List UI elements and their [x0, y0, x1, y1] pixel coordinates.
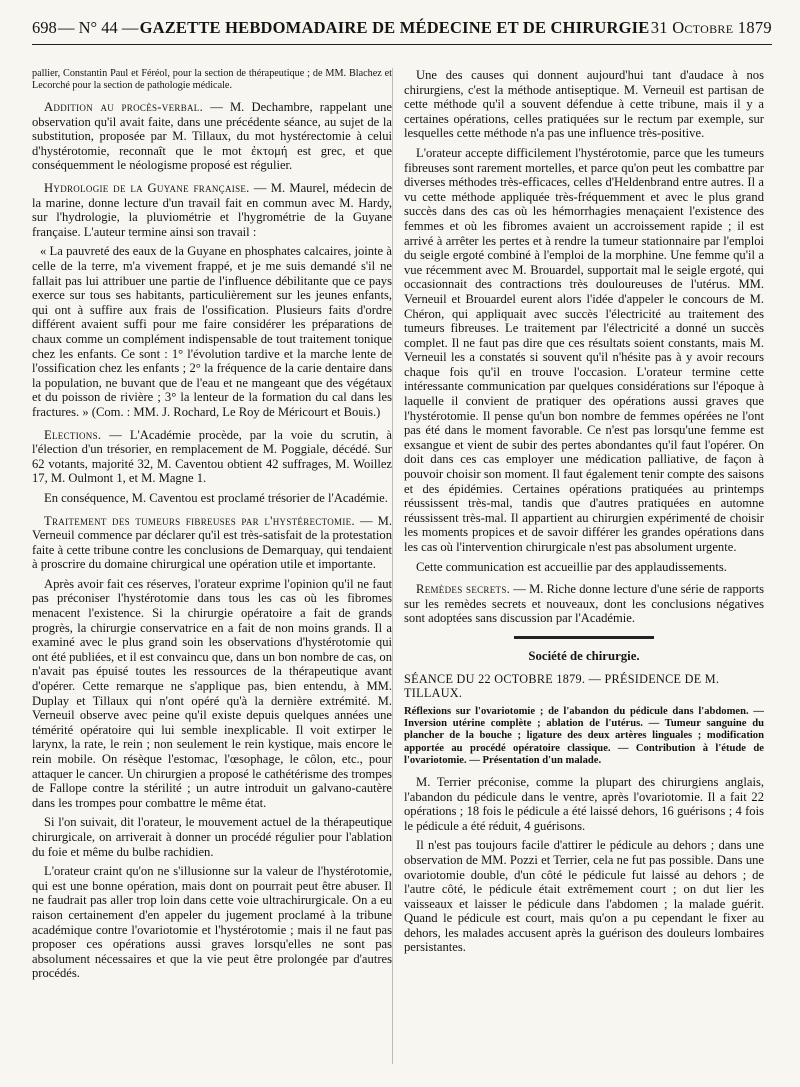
issue-number: — N° 44 — [57, 18, 139, 37]
hydrology-quote: « La pauvreté des eaux de la Guyane en phosphates calcaires, jointe à celle de la terre, m'a vivement frappé, et je me suis demandé s'il ne fallait pas lui attribuer une partie de l'influence débilitante que ce pays exerce sur tous ses habitants, particulièrement sur les jeunes enfants, qui ont à suffire aux frais de l'ossification. Plusieurs faits d'ordre différent avaient suffi pour me faire considérer les préparations de chaux comme un complément indispensable de tout traitement tonique chez les enfants. Ce sont : 1° l'évolution tardive et la marche lente de l'ossification chez les enfants ; 2° la fréquence de la carie dentaire dans la population, ne buvant que de l'eau et ne mangeant que des végétaux et du poisson de rivière ; 3° la lenteur de la formation du cal dans les fractures. » (Com. : MM. J. Rochard, Le Roy de Méricourt et Bouis.) [32, 244, 392, 419]
addition-paragraph [32, 100, 392, 173]
addition-text: — M. Dechambre, rappelant une observation qu'il avait faite, dans une précédente séance, au sujet de la substitution, proposée par M. Tillaux, du mot hystérectomie à celui d'hystérotomie, reconnaît que le mot ἐκτομή est grec, et que conséquemment le néologisme proposé est régulier. [32, 100, 392, 173]
intro-paragraph: pallier, Constantin Paul et Féréol, pour la section de thérapeutique ; de MM. Blachez et Lecorché pour la section de pathologie médicale. [32, 68, 392, 92]
terrier-paragraph-2: Il n'est pas toujours facile d'attirer le pédicule au dehors ; dans une observation de MM. Pozzi et Terrier, cela ne fut pas possible. Dans une ovariotomie double, d'un côté le pédicule fut laissé au dehors ; de l'autre côté, le pédicule était extrêmement court ; on dut lier les vaisseaux et laisser le pédicule dans l'abdomen ; la malade guérit. Quand le pédicule est court, mais qu'on a pu cependant le fixer au dehors, les malades accusent après la guérison des douleurs lombaires persistantes. [404, 838, 764, 955]
remedies-paragraph [404, 582, 764, 626]
fibroid-heading: Traitement des tumeurs fibreuses par l'hystérectomie. [44, 513, 355, 528]
hydrology-paragraph [32, 181, 392, 239]
fibroid-paragraph-3: Si l'on suivait, dit l'orateur, le mouvement actuel de la thérapeutique chirurgicale, on arriverait à donner un procédé régulier pour l'ablation du foie et même du bulbe rachidien. [32, 815, 392, 859]
elections-text: — L'Académie procède, par la voie du scrutin, à l'élection d'un trésorier, en remplacement de M. Poggiale, décédé. Sur 62 votants, majorité 32, M. Caventou obtient 42 suffrages, M. Woillez 17, M. Oulmont 1, et M. Magne 1. [32, 427, 392, 486]
elections-paragraph [32, 428, 392, 486]
antiseptic-paragraph: Une des causes qui donnent aujourd'hui tant d'audace à nos chirurgiens, c'est la méthode antiseptique. M. Verneuil est partisan de cette méthode qu'il a souvent défendue à cette tribune, mais il y a certaines opérations, celles pratiquées sur le rectum par exemple, sur lesquelles cette méthode n'a pas une influence très-positive. [404, 68, 764, 141]
elections-result: En conséquence, M. Caventou est proclamé trésorier de l'Académie. [44, 490, 388, 505]
column-divider [392, 68, 393, 1064]
fibroid-paragraph-4: L'orateur craint qu'on ne s'illusionne sur la valeur de l'hystérotomie, qui est une bonne opération, mais dont on pourrait peut être abuser. Il ne faudrait pas aller trop loin dans cette voie ultrachirurgicale. On a eu raison certainement d'en appeler du jugement proclamé à la tribune académique contre l'ovariotomie et l'hystérotomie ; mais il ne faut pas proposer ces opérations aussi graves lorsqu'elles ne sont pas absolument nécessaires et que la vie peut être prolongée par d'autres procédés. [32, 864, 392, 981]
applause-paragraph: Cette communication est accueillie par des applaudissements. [416, 559, 727, 574]
hydrology-text: — M. Maurel, médecin de la marine, donne lecture d'un travail fait en commun avec M. Hardy, sur l'hydrologie, la pluviométrie et l'hygrométrie de la Guyane française. L'auteur termine ainsi son travail : [32, 181, 392, 239]
page-number: 698 [32, 18, 57, 37]
remedies-heading: Remèdes secrets. [416, 582, 511, 597]
section-separator [514, 636, 654, 639]
speaker-paragraph: L'orateur accepte difficilement l'hystérotomie, parce que les tumeurs fibreuses sont rarement mortelles, et parce qu'on peut les combattre par diverses méthodes très-efficaces, celles d'Heldenbrand entre autres. Il a vu cette méthode appliquée très-fréquemment et avec le plus grand succès dans des cas où les hémorrhagies menaçaient l'existence des femmes et où les fibromes avaient un accroissement rapide ; il est arrivé à arrêter les pertes et à rendre la tumeur stationnaire par l'emploi du seigle ergoté combiné à l'emploi de la morphine. Une femme qu'il a vue récemment avec M. Brouardel, supportait mal le seigle ergoté, qui occasionnait des contractions très douloureuses de l'utérus. MM. Verneuil et Brouardel eurent alors l'idée d'appeler le concours de M. Chéron, qui appliquait avec succès l'électricité au traitement des tumeurs fibreuses. Le traitement par l'électricité a donné un succès complet. Il ne faut pas dire que ces résultats soient constants, mais M. Verneuil les a constatés si souvent qu'il n'hésite pas à y avoir recours chaque fois qu'il en trouve l'occasion. L'orateur termine cette intéressante communication par quelques considérations sur l'époque à laquelle il convient de pratiquer des opérations aussi graves que l'hystérotomie. Il pense qu'un bon nombre de femmes opérées ne l'ont pas été dans le moment favorable. Ce n'est pas lorsqu'une femme est exsangue et vient de subir des pertes abondantes qu'il faut l'opérer. On doit dans ces cas employer une médication palliative, de façon à pouvoir choisir son moment. Il faut également tenir compte des saisons et des épidémies. Certaines opérations pratiquées au printemps réussissent très-mal, tandis que d'autres pratiquées en automne réussissent très-mal. Il appartient au chirurgien expérimenté de choisir les moments propices et de savoir différer les grandes opérations dans les cas où l'intervention chirurgicale n'est pas absolument urgente. [404, 145, 764, 554]
session-summary: Réflexions sur l'ovariotomie ; de l'abandon du pédicule dans l'abdomen. — Inversion utérine complète ; ablation de l'utérus. — Tumeur sanguine du plancher de la bouche ; ligature des deux artères linguales ; modification apportée au procédé opératoire classique. — Contribution à l'étude de l'ovariotomie. — Présentation d'un malade. [404, 706, 764, 766]
session-line: SÉANCE DU 22 OCTOBRE 1879. — PRÉSIDENCE DE M. TILLAUX. [404, 671, 720, 700]
hydrology-heading: Hydrologie de la Guyane française. [44, 181, 250, 196]
remedies-text: — M. Riche donne lecture d'une série de rapports sur les remèdes secrets et nouveaux, dont les conclusions négatives sont adoptées sans discussion par l'Académie. [404, 582, 764, 626]
elections-heading: Elections. [44, 427, 102, 442]
fibroid-paragraph [32, 514, 392, 572]
fibroid-paragraph-2: Après avoir fait ces réserves, l'orateur exprime l'opinion qu'il ne faut pas préconiser l'hystérotomie dans tous les cas où les fibromes menacent l'existence. Si la chirurgie opératoire a fait de grands progrès, la chirurgie conservatrice en a fait de non moins grands. Il a examiné avec le plus grand soin les observations d'hystérotomie qui ont été publiées, et il est convaincu que, dans un bon nombre de cas, on n'avait pas épuisé toutes les ressources de la thérapeutique avant d'opérer. Cette remarque ne s'applique pas, bien entendu, à MM. Duplay et Tillaux qui n'ont opéré qu'à la dernière extrémité. M. Verneuil observe avec peine qu'il existe depuis quelques années une témérité opératoire qui lui semble inexplicable. Il voit extirper le larynx, la rate, le rein ; non seulement le rein kystique, mais encore le rein mobile. On résèque l'estomac, l'œsophage, le côlon, etc., pour attaquer le cancer. Un chirurgien a proposé le cathétérisme des trompes de Fallope contre la stérilité ; un autre introduit un galvano-cautère dans les trompes pour combattre le même état. [32, 576, 392, 810]
page-header [32, 18, 772, 45]
terrier-paragraph: M. Terrier préconise, comme la plupart des chirurgiens anglais, l'abandon du pédicule dans le ventre, après l'ovariotomie. Il a fait 22 opérations ; 18 fois le pédicule a été laissé dehors, 16 guérisons ; 4 fois le pédicule a été réduit, 4 guérisons. [404, 774, 764, 833]
right-column [404, 68, 764, 1078]
issue-date: 31 Octobre 1879 [650, 18, 772, 37]
addition-heading: Addition au procès-verbal. [44, 100, 204, 115]
fibroid-text: — M. Verneuil commence par déclarer qu'il est très-satisfait de la protestation faite à cette tribune contre les conclusions de Demarquay, qui tendaient à proscrire du domaine chirurgical une opération utile et importante. [32, 513, 392, 572]
journal-title: GAZETTE HEBDOMADAIRE DE MÉDECINE ET DE CHIRURGIE [139, 18, 650, 37]
left-column [32, 68, 392, 1078]
society-title: Société de chirurgie. [528, 648, 640, 663]
